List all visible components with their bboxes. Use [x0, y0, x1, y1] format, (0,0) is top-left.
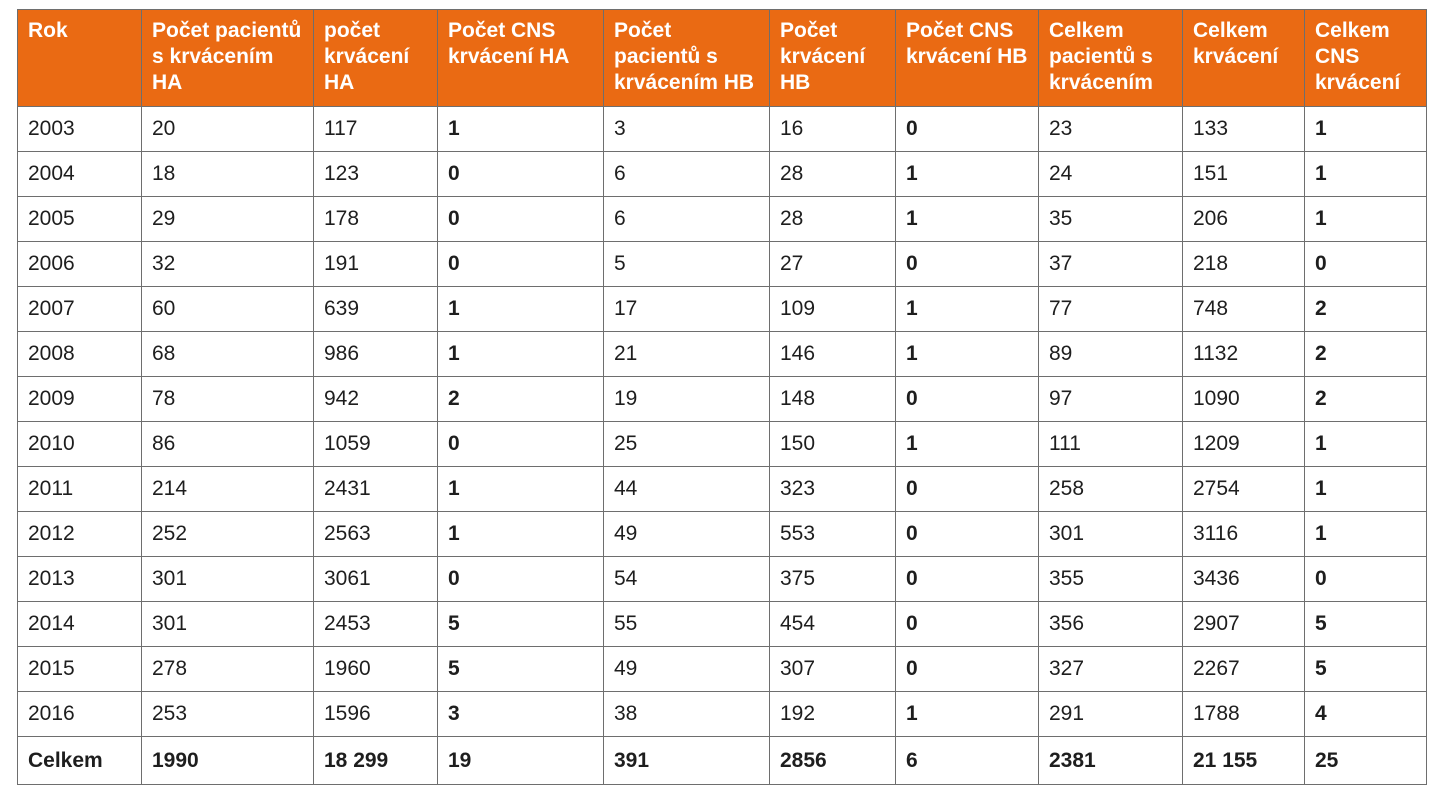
table-cell: 5	[438, 647, 604, 692]
table-cell: 0	[438, 242, 604, 287]
table-cell: 5	[1305, 602, 1427, 647]
table-cell: 32	[142, 242, 314, 287]
table-cell: 3	[604, 107, 770, 152]
table-cell: 2013	[18, 557, 142, 602]
table-cell: 748	[1183, 287, 1305, 332]
table-cell: 60	[142, 287, 314, 332]
table-cell: 6	[604, 197, 770, 242]
table-cell: 5	[604, 242, 770, 287]
total-cell: 19	[438, 737, 604, 785]
bleeding-statistics-table	[17, 9, 1427, 785]
table-cell: 23	[1039, 107, 1183, 152]
total-cell: 25	[1305, 737, 1427, 785]
table-cell: 1	[896, 332, 1039, 377]
table-cell: 2267	[1183, 647, 1305, 692]
table-container	[17, 9, 1426, 785]
table-cell: 253	[142, 692, 314, 737]
table-cell: 3436	[1183, 557, 1305, 602]
total-cell: 2856	[770, 737, 896, 785]
table-cell: 55	[604, 602, 770, 647]
table-cell: 25	[604, 422, 770, 467]
table-cell: 252	[142, 512, 314, 557]
table-row	[18, 422, 1427, 467]
table-cell: 28	[770, 152, 896, 197]
table-cell: 0	[896, 107, 1039, 152]
table-cell: 89	[1039, 332, 1183, 377]
table-cell: 1	[1305, 467, 1427, 512]
table-cell: 151	[1183, 152, 1305, 197]
table-cell: 2431	[314, 467, 438, 512]
table-cell: 78	[142, 377, 314, 422]
table-cell: 0	[438, 197, 604, 242]
table-cell: 1059	[314, 422, 438, 467]
table-cell: 54	[604, 557, 770, 602]
column-header: Počet pacientů s krvácením HA	[142, 10, 314, 107]
table-cell: 150	[770, 422, 896, 467]
table-cell: 44	[604, 467, 770, 512]
total-cell: 391	[604, 737, 770, 785]
table-cell: 178	[314, 197, 438, 242]
table-cell: 0	[896, 602, 1039, 647]
total-cell: 21 155	[1183, 737, 1305, 785]
table-cell: 2563	[314, 512, 438, 557]
column-header: Celkem krvácení	[1183, 10, 1305, 107]
table-cell: 942	[314, 377, 438, 422]
table-row	[18, 512, 1427, 557]
table-cell: 1090	[1183, 377, 1305, 422]
table-cell: 38	[604, 692, 770, 737]
total-row	[18, 737, 1427, 785]
table-cell: 2008	[18, 332, 142, 377]
table-cell: 986	[314, 332, 438, 377]
table-cell: 18	[142, 152, 314, 197]
table-cell: 2012	[18, 512, 142, 557]
column-header: Počet CNS krvácení HB	[896, 10, 1039, 107]
table-cell: 35	[1039, 197, 1183, 242]
table-cell: 375	[770, 557, 896, 602]
table-cell: 1	[438, 287, 604, 332]
table-cell: 21	[604, 332, 770, 377]
table-cell: 1	[438, 332, 604, 377]
table-cell: 0	[438, 422, 604, 467]
total-cell: Celkem	[18, 737, 142, 785]
table-cell: 1	[1305, 152, 1427, 197]
table-cell: 191	[314, 242, 438, 287]
table-cell: 1	[1305, 512, 1427, 557]
table-cell: 123	[314, 152, 438, 197]
table-cell: 3116	[1183, 512, 1305, 557]
table-row	[18, 332, 1427, 377]
table-cell: 148	[770, 377, 896, 422]
table-cell: 1	[438, 107, 604, 152]
table-cell: 1209	[1183, 422, 1305, 467]
table-cell: 1	[438, 467, 604, 512]
total-cell: 2381	[1039, 737, 1183, 785]
table-cell: 49	[604, 647, 770, 692]
table-row	[18, 467, 1427, 512]
table-cell: 0	[1305, 557, 1427, 602]
table-cell: 4	[1305, 692, 1427, 737]
table-cell: 1132	[1183, 332, 1305, 377]
column-header: počet krvácení HA	[314, 10, 438, 107]
table-cell: 77	[1039, 287, 1183, 332]
table-cell: 1	[896, 197, 1039, 242]
table-cell: 37	[1039, 242, 1183, 287]
table-cell: 1	[1305, 197, 1427, 242]
table-cell: 2	[438, 377, 604, 422]
table-cell: 0	[438, 152, 604, 197]
table-cell: 278	[142, 647, 314, 692]
total-cell: 1990	[142, 737, 314, 785]
table-cell: 3	[438, 692, 604, 737]
table-cell: 1788	[1183, 692, 1305, 737]
table-cell: 1960	[314, 647, 438, 692]
table-cell: 0	[896, 647, 1039, 692]
table-cell: 2754	[1183, 467, 1305, 512]
table-cell: 2004	[18, 152, 142, 197]
total-cell: 6	[896, 737, 1039, 785]
table-cell: 301	[1039, 512, 1183, 557]
table-cell: 16	[770, 107, 896, 152]
table-cell: 323	[770, 467, 896, 512]
table-cell: 5	[438, 602, 604, 647]
table-cell: 86	[142, 422, 314, 467]
column-header: Rok	[18, 10, 142, 107]
table-cell: 301	[142, 557, 314, 602]
header-row	[18, 10, 1427, 107]
table-cell: 27	[770, 242, 896, 287]
total-cell: 18 299	[314, 737, 438, 785]
table-cell: 1	[896, 692, 1039, 737]
table-cell: 0	[1305, 242, 1427, 287]
column-header: Počet CNS krvácení HA	[438, 10, 604, 107]
column-header: Počet pacientů s krvácením HB	[604, 10, 770, 107]
table-cell: 0	[896, 512, 1039, 557]
table-cell: 2907	[1183, 602, 1305, 647]
table-cell: 68	[142, 332, 314, 377]
table-cell: 307	[770, 647, 896, 692]
table-cell: 2	[1305, 287, 1427, 332]
table-cell: 214	[142, 467, 314, 512]
column-header: Celkem CNS krvácení	[1305, 10, 1427, 107]
table-cell: 111	[1039, 422, 1183, 467]
table-cell: 117	[314, 107, 438, 152]
table-cell: 2	[1305, 377, 1427, 422]
table-row	[18, 377, 1427, 422]
table-cell: 355	[1039, 557, 1183, 602]
table-cell: 97	[1039, 377, 1183, 422]
table-cell: 133	[1183, 107, 1305, 152]
table-cell: 327	[1039, 647, 1183, 692]
table-cell: 2011	[18, 467, 142, 512]
table-cell: 0	[896, 467, 1039, 512]
table-cell: 5	[1305, 647, 1427, 692]
table-cell: 356	[1039, 602, 1183, 647]
table-cell: 19	[604, 377, 770, 422]
table-cell: 109	[770, 287, 896, 332]
table-cell: 2453	[314, 602, 438, 647]
table-row	[18, 242, 1427, 287]
table-cell: 2014	[18, 602, 142, 647]
table-cell: 0	[896, 242, 1039, 287]
column-header: Počet krvácení HB	[770, 10, 896, 107]
table-cell: 454	[770, 602, 896, 647]
table-cell: 1	[896, 287, 1039, 332]
table-cell: 2009	[18, 377, 142, 422]
table-cell: 29	[142, 197, 314, 242]
table-cell: 2015	[18, 647, 142, 692]
table-cell: 0	[438, 557, 604, 602]
table-body	[18, 107, 1427, 785]
table-cell: 0	[896, 377, 1039, 422]
column-header: Celkem pacientů s krvácením	[1039, 10, 1183, 107]
table-cell: 2006	[18, 242, 142, 287]
table-cell: 291	[1039, 692, 1183, 737]
table-cell: 1596	[314, 692, 438, 737]
table-row	[18, 287, 1427, 332]
table-cell: 24	[1039, 152, 1183, 197]
table-cell: 301	[142, 602, 314, 647]
table-cell: 1	[896, 152, 1039, 197]
table-row	[18, 647, 1427, 692]
table-cell: 639	[314, 287, 438, 332]
table-row	[18, 602, 1427, 647]
table-cell: 2016	[18, 692, 142, 737]
table-cell: 1	[1305, 107, 1427, 152]
table-row	[18, 557, 1427, 602]
table-cell: 2007	[18, 287, 142, 332]
table-cell: 3061	[314, 557, 438, 602]
table-cell: 146	[770, 332, 896, 377]
table-cell: 1	[1305, 422, 1427, 467]
table-cell: 2005	[18, 197, 142, 242]
table-cell: 17	[604, 287, 770, 332]
table-cell: 206	[1183, 197, 1305, 242]
table-cell: 192	[770, 692, 896, 737]
table-cell: 0	[896, 557, 1039, 602]
table-row	[18, 152, 1427, 197]
table-cell: 1	[438, 512, 604, 557]
table-cell: 28	[770, 197, 896, 242]
table-cell: 6	[604, 152, 770, 197]
table-cell: 20	[142, 107, 314, 152]
table-cell: 49	[604, 512, 770, 557]
table-row	[18, 107, 1427, 152]
table-cell: 218	[1183, 242, 1305, 287]
table-cell: 1	[896, 422, 1039, 467]
table-cell: 2010	[18, 422, 142, 467]
table-cell: 553	[770, 512, 896, 557]
table-row	[18, 692, 1427, 737]
table-cell: 258	[1039, 467, 1183, 512]
table-row	[18, 197, 1427, 242]
table-cell: 2003	[18, 107, 142, 152]
table-cell: 2	[1305, 332, 1427, 377]
